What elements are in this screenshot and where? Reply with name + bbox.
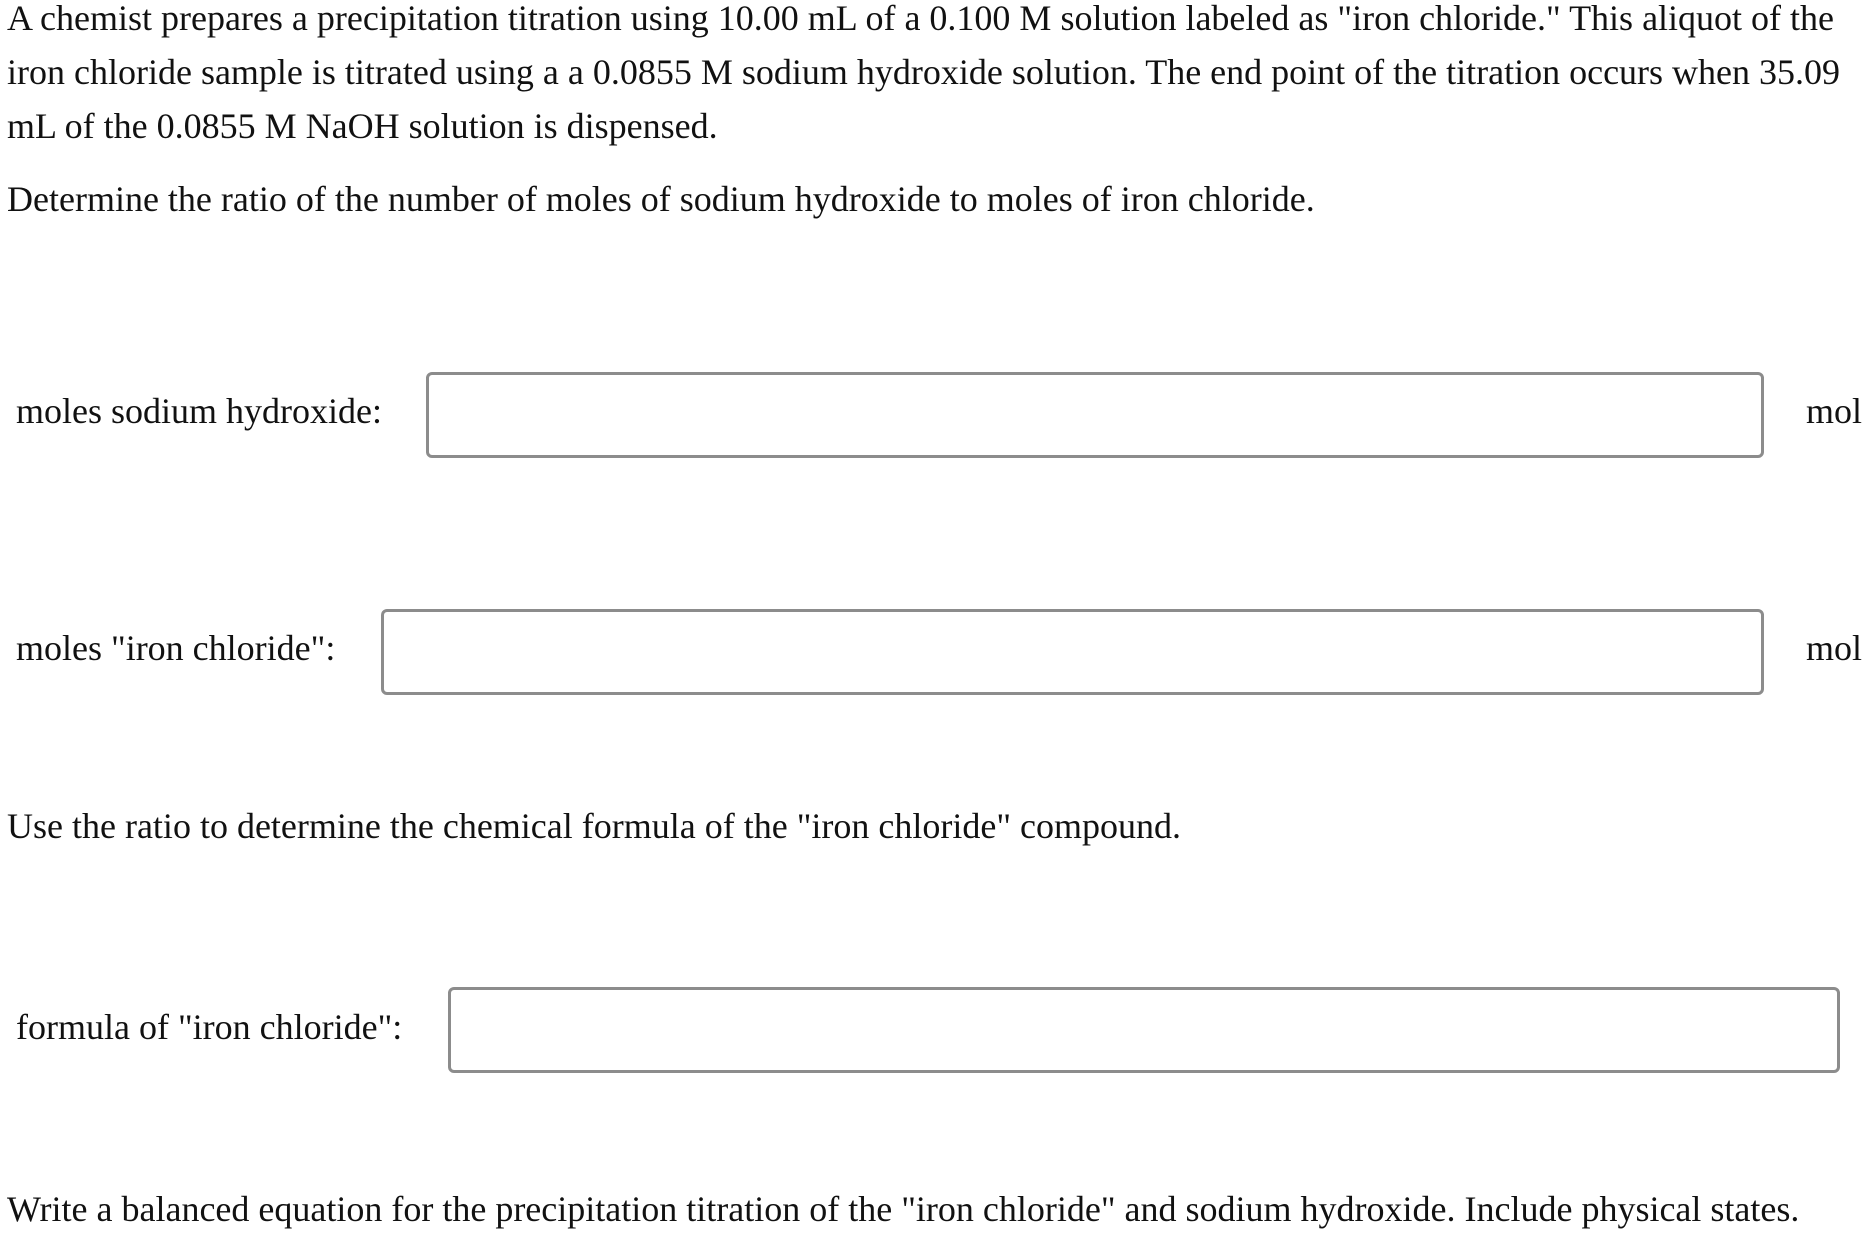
question-ratio: Determine the ratio of the number of moles of sodium hydroxide to moles of iron chloride. [7, 179, 1315, 219]
moles-iron-chloride-label: moles "iron chloride": [16, 628, 336, 668]
formula-input[interactable] [448, 987, 1840, 1073]
formula-label: formula of "iron chloride": [16, 1007, 403, 1047]
moles-naoh-unit: mol [1806, 391, 1863, 431]
moles-iron-chloride-unit: mol [1806, 628, 1863, 668]
question-equation: Write a balanced equation for the precipitation titration of the "iron chloride" and sodium hydroxide. Include physical states. [7, 1189, 1800, 1229]
problem-intro: A chemist prepares a precipitation titration using 10.00 mL of a 0.100 M solution labeled as "iron chloride." This aliquot of the iron chloride sample is titrated using a a 0.0855 M sodium hydroxide solution. The end point of the titration occurs when 35.09 mL of the 0.0855 M NaOH solution is dispensed. [7, 0, 1841, 146]
moles-iron-chloride-input[interactable] [381, 609, 1764, 695]
moles-naoh-label: moles sodium hydroxide: [16, 391, 382, 431]
moles-naoh-input[interactable] [426, 372, 1764, 458]
question-formula: Use the ratio to determine the chemical formula of the "iron chloride" compound. [7, 806, 1182, 846]
